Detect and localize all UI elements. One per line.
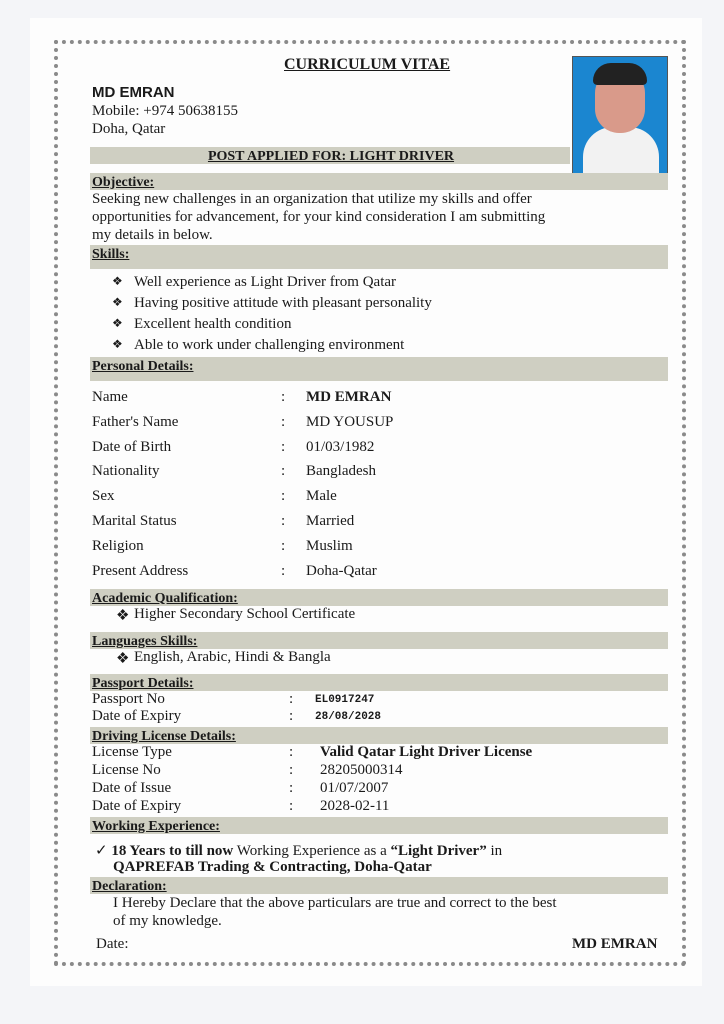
field-label: Date of Expiry xyxy=(92,798,182,814)
colon: : xyxy=(281,488,286,505)
experience-heading: Working Experience: xyxy=(92,819,220,834)
field-label: Sex xyxy=(92,488,115,505)
field-value: Valid Qatar Light Driver License xyxy=(320,744,533,760)
license-heading: Driving License Details: xyxy=(92,729,236,744)
field-value: Married xyxy=(306,513,355,529)
objective-line: my details in below. xyxy=(92,227,213,243)
skill-item: Able to work under challenging environment xyxy=(134,337,405,353)
colon: : xyxy=(289,691,294,707)
field-value: Doha-Qatar xyxy=(306,562,377,579)
colon: : xyxy=(281,389,286,405)
academic-bar xyxy=(90,589,668,606)
academic-bullet: ❖ xyxy=(116,608,130,624)
declaration-heading: Declaration: xyxy=(92,879,167,894)
field-value: 01/03/1982 xyxy=(306,438,375,455)
field-label: Date of Expiry xyxy=(92,708,182,724)
location: Doha, Qatar xyxy=(92,121,166,137)
personal-heading: Personal Details: xyxy=(92,359,194,374)
colon: : xyxy=(281,562,286,579)
field-value: Bangladesh xyxy=(306,463,376,480)
bullet-icon: ❖ xyxy=(112,295,123,309)
field-label: Marital Status xyxy=(92,513,177,529)
skill-item: Excellent health condition xyxy=(134,316,292,332)
applicant-name: MD EMRAN xyxy=(92,84,175,101)
field-label: Name xyxy=(92,389,128,405)
experience-in: in xyxy=(486,843,503,859)
academic-item: Higher Secondary School Certificate xyxy=(134,606,356,622)
experience-company: QAPREFAB Trading & Contracting, Doha-Qatar xyxy=(113,859,432,875)
colon: : xyxy=(289,762,294,778)
check-icon: ✓ xyxy=(95,843,108,859)
field-value: Muslim xyxy=(306,537,353,554)
objective-line: Seeking new challenges in an organization that utilize my skills and offer xyxy=(92,191,532,207)
field-label: Religion xyxy=(92,537,144,554)
declaration-line: of my knowledge. xyxy=(113,913,222,929)
field-label: Passport No xyxy=(92,691,165,707)
skill-item: Well experience as Light Driver from Qatar xyxy=(134,274,397,290)
field-value: 2028-02-11 xyxy=(320,798,390,814)
field-label: License No xyxy=(92,762,161,778)
experience-text xyxy=(95,841,667,860)
academic-heading: Academic Qualification: xyxy=(92,591,238,606)
languages-bar xyxy=(90,632,668,649)
objective-line: opportunities for advancement, for your kind consideration I am submitting xyxy=(92,209,546,225)
field-value: Male xyxy=(306,488,337,505)
license-bar xyxy=(90,727,668,744)
declaration-bar xyxy=(90,877,668,894)
objective-bar xyxy=(90,173,668,190)
field-value: 28205000314 xyxy=(320,762,403,778)
declaration-line: I Hereby Declare that the above particulars are true and correct to the best xyxy=(113,895,557,911)
field-label: Nationality xyxy=(92,463,160,480)
field-label: Date of Issue xyxy=(92,780,172,796)
post-applied: POST APPLIED FOR: LIGHT DRIVER xyxy=(207,149,455,164)
skills-bar xyxy=(90,245,668,269)
experience-years: 18 Years to till now xyxy=(111,843,234,859)
experience-mid: Working Experience as a xyxy=(233,843,391,859)
colon: : xyxy=(281,413,286,430)
field-value: MD EMRAN xyxy=(306,389,392,405)
field-value: MD YOUSUP xyxy=(306,413,394,430)
date-label: Date: xyxy=(96,936,129,952)
field-label: Date of Birth xyxy=(92,438,172,455)
cv-title: CURRICULUM VITAE xyxy=(284,56,451,73)
languages-bullet: ❖ xyxy=(116,651,130,667)
bullet-icon: ❖ xyxy=(112,316,123,330)
colon: : xyxy=(281,438,286,455)
bullet-icon: ❖ xyxy=(112,274,123,288)
objective-heading: Objective: xyxy=(92,175,155,190)
field-value: 28/08/2028 xyxy=(315,711,382,723)
skill-item: Having positive attitude with pleasant personality xyxy=(134,295,432,311)
mobile: Mobile: +974 50638155 xyxy=(92,103,238,119)
profile-photo xyxy=(572,56,668,174)
colon: : xyxy=(281,537,286,554)
skills-heading: Skills: xyxy=(92,247,130,262)
field-value: EL0917247 xyxy=(315,694,375,706)
colon: : xyxy=(281,463,286,480)
experience-bar xyxy=(90,817,668,834)
colon: : xyxy=(281,513,286,529)
passport-heading: Passport Details: xyxy=(92,676,194,691)
languages-heading: Languages Skills: xyxy=(92,634,198,649)
colon: : xyxy=(289,798,294,814)
field-value: 01/07/2007 xyxy=(320,780,389,796)
bullet-icon: ❖ xyxy=(112,337,123,351)
field-label: Father's Name xyxy=(92,413,179,430)
languages-item: English, Arabic, Hindi & Bangla xyxy=(134,649,331,665)
signature-name: MD EMRAN xyxy=(572,936,658,952)
colon: : xyxy=(289,744,294,760)
colon: : xyxy=(289,708,294,724)
field-label: Present Address xyxy=(92,562,189,579)
passport-bar xyxy=(90,674,668,691)
colon: : xyxy=(289,780,294,796)
post-applied-bar xyxy=(90,147,570,164)
field-label: License Type xyxy=(92,744,172,760)
experience-role: “Light Driver” xyxy=(390,843,487,859)
personal-bar xyxy=(90,357,668,381)
